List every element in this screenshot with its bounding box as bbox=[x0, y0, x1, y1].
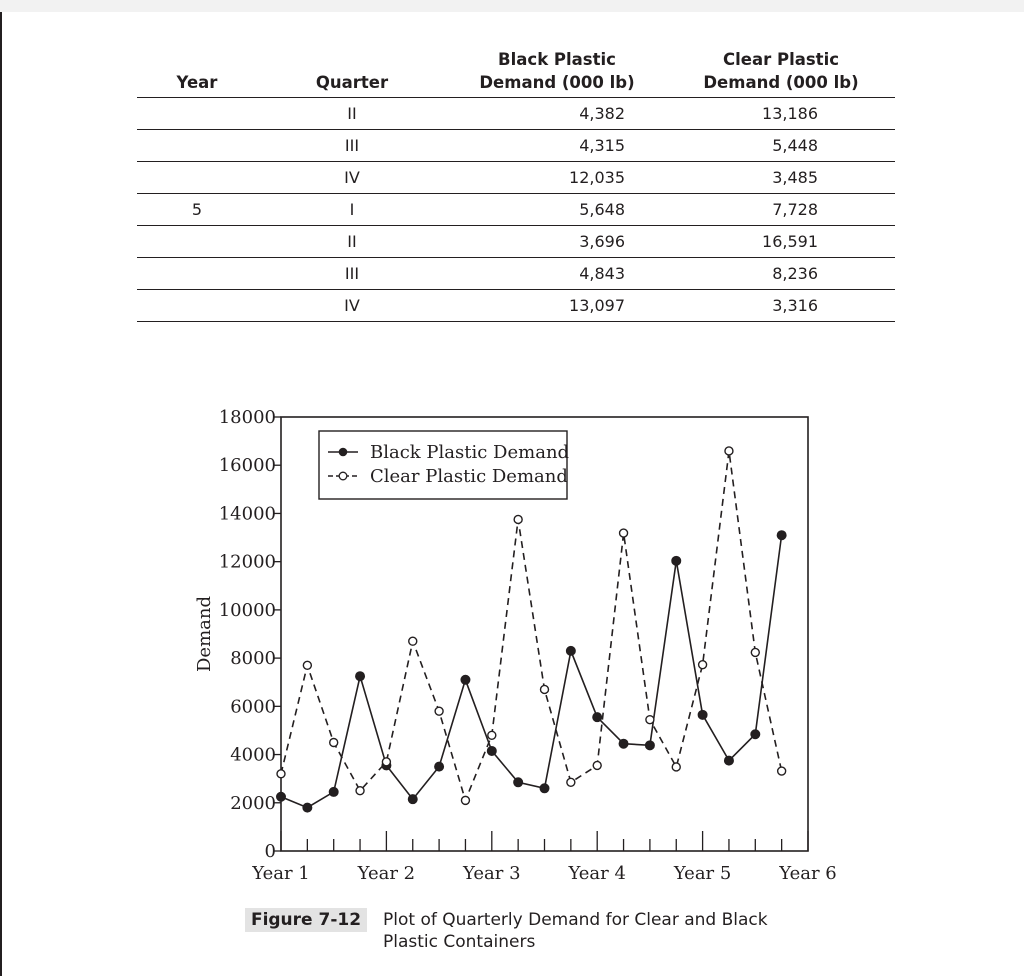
cell-clear-demand: 13,186 bbox=[667, 98, 895, 130]
y-tick-label: 18000 bbox=[218, 407, 276, 428]
cell-clear-demand: 3,316 bbox=[667, 290, 895, 322]
x-tick-label: Year 4 bbox=[568, 863, 626, 884]
table-row bbox=[137, 290, 895, 322]
cell-year: 5 bbox=[137, 194, 257, 226]
black-demand-point bbox=[408, 795, 417, 804]
black-demand-point bbox=[277, 792, 286, 801]
black-demand-point bbox=[356, 672, 365, 681]
black-demand-point bbox=[566, 646, 575, 655]
cell-black-demand: 3,696 bbox=[447, 226, 667, 258]
header-black-line-1: Black Plastic bbox=[498, 50, 616, 69]
clear-demand-point bbox=[751, 648, 759, 656]
table-header-row bbox=[137, 44, 895, 98]
cell-quarter: II bbox=[257, 98, 447, 130]
y-tick-label: 8000 bbox=[230, 648, 276, 670]
cell-black-demand: 4,843 bbox=[447, 258, 667, 290]
y-tick-label: 2000 bbox=[230, 792, 276, 814]
black-demand-point bbox=[751, 730, 760, 739]
figure-label: Figure 7-12 bbox=[245, 908, 367, 932]
cell-black-demand: 13,097 bbox=[447, 290, 667, 322]
clear-demand-point bbox=[435, 707, 443, 715]
clear-demand-point bbox=[620, 529, 628, 537]
x-tick-label: Year 3 bbox=[463, 863, 521, 884]
y-tick-label: 12000 bbox=[218, 551, 276, 573]
clear-demand-point bbox=[277, 770, 285, 778]
clear-demand-point bbox=[514, 515, 522, 523]
y-axis-label: Demand bbox=[194, 596, 215, 672]
black-demand-point bbox=[461, 675, 470, 684]
x-tick-label: Year 5 bbox=[673, 863, 732, 884]
black-demand-point bbox=[672, 556, 681, 565]
clear-demand-point bbox=[541, 685, 549, 693]
cell-clear-demand: 7,728 bbox=[667, 194, 895, 226]
cell-year bbox=[137, 98, 257, 130]
black-demand-point bbox=[777, 531, 786, 540]
x-tick-label: Year 6 bbox=[779, 863, 837, 884]
black-demand-point bbox=[329, 787, 338, 796]
clear-demand-point bbox=[725, 447, 733, 455]
figure-caption-text: Plot of Quarterly Demand for Clear and Black Plastic Containers bbox=[383, 910, 768, 952]
cell-clear-demand: 5,448 bbox=[667, 130, 895, 162]
cell-year bbox=[137, 130, 257, 162]
cell-quarter: IV bbox=[257, 162, 447, 194]
x-tick-label: Year 1 bbox=[252, 863, 310, 884]
cell-year bbox=[137, 290, 257, 322]
x-tick-label: Year 2 bbox=[357, 863, 416, 884]
header-year: Year bbox=[137, 44, 257, 98]
header-black-line-2: Demand (000 lb) bbox=[479, 73, 635, 92]
black-demand-point bbox=[540, 784, 549, 793]
legend-marker-open bbox=[339, 472, 347, 480]
black-demand-point bbox=[698, 710, 707, 719]
clear-demand-point bbox=[461, 796, 469, 804]
clear-demand-point bbox=[303, 661, 311, 669]
top-band bbox=[0, 0, 1024, 12]
cell-black-demand: 5,648 bbox=[447, 194, 667, 226]
cell-year bbox=[137, 258, 257, 290]
clear-demand-line bbox=[281, 451, 782, 800]
clear-demand-point bbox=[356, 787, 364, 795]
cell-black-demand: 12,035 bbox=[447, 162, 667, 194]
header-black-demand bbox=[447, 44, 667, 98]
clear-demand-point bbox=[646, 716, 654, 724]
legend-entry-label: Clear Plastic Demand bbox=[370, 466, 568, 487]
header-clear-line-1: Clear Plastic bbox=[723, 50, 839, 69]
black-demand-point bbox=[303, 803, 312, 812]
black-demand-point bbox=[593, 713, 602, 722]
header-quarter: Quarter bbox=[257, 44, 447, 98]
left-margin-rule bbox=[0, 12, 2, 976]
y-tick-label: 4000 bbox=[230, 744, 276, 766]
cell-year bbox=[137, 226, 257, 258]
black-demand-point bbox=[487, 746, 496, 755]
cell-black-demand: 4,382 bbox=[447, 98, 667, 130]
header-clear-line-2: Demand (000 lb) bbox=[703, 73, 859, 92]
clear-demand-point bbox=[567, 778, 575, 786]
black-demand-point bbox=[514, 778, 523, 787]
clear-demand-point bbox=[699, 661, 707, 669]
cell-quarter: IV bbox=[257, 290, 447, 322]
cell-black-demand: 4,315 bbox=[447, 130, 667, 162]
cell-quarter: III bbox=[257, 258, 447, 290]
clear-demand-point bbox=[382, 758, 390, 766]
table-row bbox=[137, 194, 895, 226]
clear-demand-point bbox=[330, 739, 338, 747]
black-demand-point bbox=[724, 756, 733, 765]
clear-demand-point bbox=[488, 731, 496, 739]
black-demand-point bbox=[619, 739, 628, 748]
demand-line-chart bbox=[180, 398, 840, 898]
cell-year bbox=[137, 162, 257, 194]
y-tick-label: 14000 bbox=[218, 503, 276, 525]
cell-clear-demand: 8,236 bbox=[667, 258, 895, 290]
black-demand-point bbox=[435, 762, 444, 771]
legend-marker-filled bbox=[339, 448, 348, 457]
black-demand-point bbox=[645, 741, 654, 750]
cell-quarter: I bbox=[257, 194, 447, 226]
y-tick-label: 10000 bbox=[218, 599, 276, 621]
y-tick-label: 0 bbox=[264, 841, 276, 862]
clear-demand-point bbox=[672, 763, 680, 771]
y-tick-label: 6000 bbox=[230, 696, 276, 718]
table-row bbox=[137, 130, 895, 162]
cell-clear-demand: 3,485 bbox=[667, 162, 895, 194]
table-row bbox=[137, 98, 895, 130]
cell-quarter: II bbox=[257, 226, 447, 258]
black-demand-line bbox=[281, 535, 782, 807]
y-tick-label: 16000 bbox=[218, 455, 276, 477]
table-row bbox=[137, 258, 895, 290]
table-row bbox=[137, 162, 895, 194]
table-row bbox=[137, 226, 895, 258]
cell-quarter: III bbox=[257, 130, 447, 162]
demand-table bbox=[137, 44, 895, 322]
header-clear-demand bbox=[667, 44, 895, 98]
clear-demand-point bbox=[409, 637, 417, 645]
legend-entry-label: Black Plastic Demand bbox=[370, 442, 570, 463]
clear-demand-point bbox=[778, 767, 786, 775]
cell-clear-demand: 16,591 bbox=[667, 226, 895, 258]
clear-demand-point bbox=[593, 761, 601, 769]
